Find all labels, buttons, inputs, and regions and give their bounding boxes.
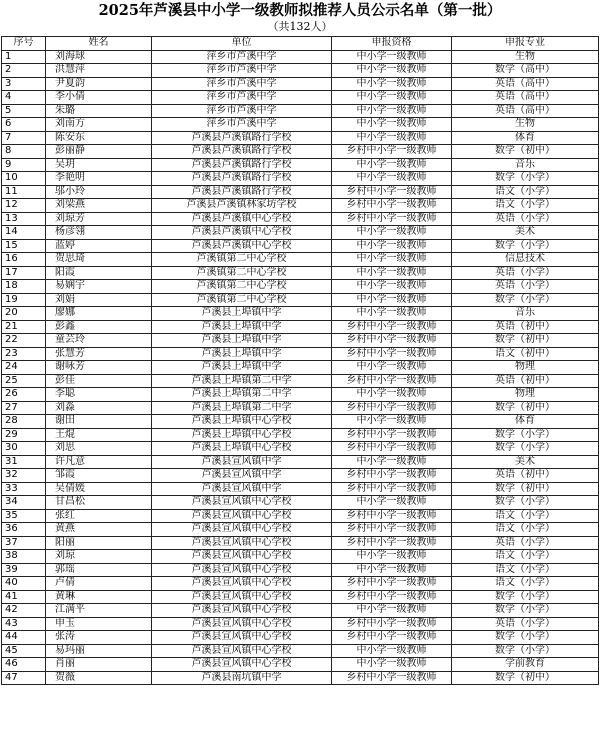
cell-unit: 芦溪县宣风镇中心学校 [152, 509, 332, 523]
document-subtitle: （共132人） [267, 20, 333, 33]
cell-name: 张涛 [46, 631, 152, 645]
cell-qualification: 乡村中小学一级教师 [332, 145, 452, 159]
cell-unit: 萍乡市芦溪中学 [152, 77, 332, 91]
cell-subject: 英语（高中） [452, 77, 599, 91]
cell-qualification: 中小学一级教师 [332, 455, 452, 469]
cell-serial: 45 [2, 644, 46, 658]
cell-unit: 芦溪县宣风镇中心学校 [152, 631, 332, 645]
cell-unit: 芦溪县芦溪镇路行学校 [152, 131, 332, 145]
cell-name: 王焜 [46, 428, 152, 442]
cell-subject: 语文（小学） [452, 563, 599, 577]
cell-qualification: 乡村中小学一级教师 [332, 590, 452, 604]
cell-unit: 芦溪县宣风镇中心学校 [152, 563, 332, 577]
cell-unit: 芦溪县上埠镇第二中学 [152, 374, 332, 388]
cell-subject: 数学（小学） [452, 172, 599, 186]
cell-qualification: 中小学一级教师 [332, 172, 452, 186]
cell-name: 申玉 [46, 617, 152, 631]
table-row [2, 631, 599, 645]
table-row [2, 428, 599, 442]
table-row [2, 64, 599, 78]
cell-unit: 芦溪县芦溪镇林家坊学校 [152, 199, 332, 213]
cell-name: 尹夏韵 [46, 77, 152, 91]
cell-subject: 物理 [452, 361, 599, 375]
cell-subject: 英语（高中） [452, 91, 599, 105]
cell-subject: 语文（小学） [452, 509, 599, 523]
cell-name: 李聪 [46, 388, 152, 402]
cell-unit: 芦溪县宣风镇中心学校 [152, 550, 332, 564]
cell-subject: 英语（高中） [452, 104, 599, 118]
cell-qualification: 中小学一级教师 [332, 239, 452, 253]
cell-subject: 英语（小学） [452, 617, 599, 631]
cell-unit: 芦溪县上埠镇第二中学 [152, 401, 332, 415]
candidate-table [1, 36, 599, 685]
cell-qualification: 乡村中小学一级教师 [332, 442, 452, 456]
cell-qualification: 乡村中小学一级教师 [332, 212, 452, 226]
cell-subject: 英语（初中） [452, 320, 599, 334]
cell-name: 彭佳 [46, 374, 152, 388]
table-row [2, 590, 599, 604]
cell-serial: 28 [2, 415, 46, 429]
cell-subject: 数学（小学） [452, 590, 599, 604]
cell-unit: 萍乡市芦溪中学 [152, 50, 332, 64]
cell-name: 易娴宇 [46, 280, 152, 294]
cell-serial: 24 [2, 361, 46, 375]
cell-subject: 数学（小学） [452, 644, 599, 658]
cell-name: 刘梁燕 [46, 199, 152, 213]
cell-subject: 语文（小学） [452, 523, 599, 537]
cell-serial: 15 [2, 239, 46, 253]
cell-name: 李小倩 [46, 91, 152, 105]
cell-qualification: 乡村中小学一级教师 [332, 401, 452, 415]
cell-qualification: 中小学一级教师 [332, 266, 452, 280]
table-row [2, 199, 599, 213]
cell-name: 刘淼 [46, 401, 152, 415]
cell-unit: 芦溪县上埠镇中学 [152, 320, 332, 334]
cell-name: 邬小玲 [46, 185, 152, 199]
table-row [2, 469, 599, 483]
table-row [2, 104, 599, 118]
cell-unit: 芦溪县宣风镇中心学校 [152, 536, 332, 550]
cell-serial: 44 [2, 631, 46, 645]
cell-name: 彭丽静 [46, 145, 152, 159]
cell-name: 阳丽 [46, 536, 152, 550]
table-row [2, 644, 599, 658]
cell-name: 吴玥 [46, 158, 152, 172]
cell-serial: 17 [2, 266, 46, 280]
cell-unit: 萍乡市芦溪中学 [152, 91, 332, 105]
cell-qualification: 中小学一级教师 [332, 77, 452, 91]
header-serial: 序号 [2, 37, 46, 51]
cell-unit: 芦溪县南坑镇中学 [152, 671, 332, 685]
cell-serial: 3 [2, 77, 46, 91]
cell-subject: 生物 [452, 50, 599, 64]
table-row [2, 280, 599, 294]
table-row [2, 347, 599, 361]
cell-unit: 芦溪镇第二中心学校 [152, 253, 332, 267]
cell-qualification: 中小学一级教师 [332, 644, 452, 658]
cell-name: 贺薇 [46, 671, 152, 685]
cell-serial: 37 [2, 536, 46, 550]
cell-serial: 42 [2, 604, 46, 618]
table-row [2, 550, 599, 564]
cell-unit: 芦溪县宣风镇中心学校 [152, 658, 332, 672]
cell-serial: 13 [2, 212, 46, 226]
cell-serial: 10 [2, 172, 46, 186]
table-row [2, 415, 599, 429]
table-row [2, 455, 599, 469]
cell-qualification: 中小学一级教师 [332, 253, 452, 267]
cell-name: 刘思 [46, 442, 152, 456]
cell-unit: 芦溪县上埠镇第二中学 [152, 388, 332, 402]
cell-qualification: 中小学一级教师 [332, 118, 452, 132]
cell-name: 邹霞 [46, 469, 152, 483]
cell-qualification: 乡村中小学一级教师 [332, 428, 452, 442]
cell-serial: 46 [2, 658, 46, 672]
header-unit: 单位 [152, 37, 332, 51]
cell-subject: 语文（小学） [452, 550, 599, 564]
cell-subject: 数学（初中） [452, 671, 599, 685]
table-row [2, 563, 599, 577]
cell-unit: 芦溪县宣风镇中心学校 [152, 617, 332, 631]
cell-qualification: 中小学一级教师 [332, 64, 452, 78]
table-row [2, 509, 599, 523]
cell-qualification: 中小学一级教师 [332, 604, 452, 618]
table-row [2, 388, 599, 402]
cell-name: 陈安东 [46, 131, 152, 145]
cell-unit: 芦溪县宣风镇中心学校 [152, 644, 332, 658]
cell-name: 刘娟 [46, 293, 152, 307]
cell-qualification: 中小学一级教师 [332, 226, 452, 240]
cell-qualification: 中小学一级教师 [332, 131, 452, 145]
cell-serial: 4 [2, 91, 46, 105]
cell-serial: 22 [2, 334, 46, 348]
table-row [2, 226, 599, 240]
cell-unit: 芦溪镇第二中心学校 [152, 266, 332, 280]
table-row [2, 334, 599, 348]
table-row [2, 496, 599, 510]
table-row [2, 523, 599, 537]
table-row [2, 77, 599, 91]
cell-serial: 19 [2, 293, 46, 307]
cell-subject: 体育 [452, 415, 599, 429]
cell-subject: 数学（小学） [452, 496, 599, 510]
header-subject: 申报专业 [452, 37, 599, 51]
cell-name: 甘昌松 [46, 496, 152, 510]
cell-serial: 5 [2, 104, 46, 118]
cell-name: 吴倩媛 [46, 482, 152, 496]
cell-subject: 物理 [452, 388, 599, 402]
cell-serial: 38 [2, 550, 46, 564]
table-row [2, 50, 599, 64]
cell-qualification: 中小学一级教师 [332, 496, 452, 510]
cell-name: 张慧芳 [46, 347, 152, 361]
cell-serial: 43 [2, 617, 46, 631]
table-row [2, 658, 599, 672]
cell-subject: 语文（小学） [452, 199, 599, 213]
table-row [2, 118, 599, 132]
cell-subject: 音乐 [452, 158, 599, 172]
table-row [2, 145, 599, 159]
table-row [2, 158, 599, 172]
cell-name: 刘琼芳 [46, 212, 152, 226]
cell-unit: 芦溪县宣风镇中心学校 [152, 577, 332, 591]
cell-qualification: 乡村中小学一级教师 [332, 617, 452, 631]
cell-unit: 芦溪县宣风镇中学 [152, 455, 332, 469]
cell-subject: 英语（小学） [452, 266, 599, 280]
cell-qualification: 乡村中小学一级教师 [332, 185, 452, 199]
cell-qualification: 乡村中小学一级教师 [332, 469, 452, 483]
table-row [2, 482, 599, 496]
cell-subject: 数学（小学） [452, 293, 599, 307]
cell-subject: 数学（初中） [452, 482, 599, 496]
cell-serial: 7 [2, 131, 46, 145]
cell-name: 黄琳 [46, 590, 152, 604]
cell-serial: 18 [2, 280, 46, 294]
cell-qualification: 乡村中小学一级教师 [332, 199, 452, 213]
cell-name: 肖丽 [46, 658, 152, 672]
cell-subject: 数学（小学） [452, 428, 599, 442]
cell-serial: 23 [2, 347, 46, 361]
cell-qualification: 乡村中小学一级教师 [332, 509, 452, 523]
cell-unit: 芦溪县上埠镇中学 [152, 347, 332, 361]
cell-name: 阳霞 [46, 266, 152, 280]
cell-unit: 芦溪县芦溪镇中心学校 [152, 226, 332, 240]
cell-unit: 芦溪县芦溪镇中心学校 [152, 239, 332, 253]
cell-subject: 学前教育 [452, 658, 599, 672]
cell-serial: 33 [2, 482, 46, 496]
table-row [2, 131, 599, 145]
cell-name: 洪慧萍 [46, 64, 152, 78]
cell-serial: 8 [2, 145, 46, 159]
cell-qualification: 中小学一级教师 [332, 280, 452, 294]
table-body [2, 50, 599, 685]
cell-qualification: 乡村中小学一级教师 [332, 320, 452, 334]
header-name: 姓名 [46, 37, 152, 51]
cell-serial: 9 [2, 158, 46, 172]
cell-qualification: 中小学一级教师 [332, 307, 452, 321]
cell-qualification: 中小学一级教师 [332, 361, 452, 375]
cell-subject: 体育 [452, 131, 599, 145]
cell-serial: 40 [2, 577, 46, 591]
cell-serial: 36 [2, 523, 46, 537]
cell-name: 谢咏芳 [46, 361, 152, 375]
cell-unit: 萍乡市芦溪中学 [152, 64, 332, 78]
cell-qualification: 乡村中小学一级教师 [332, 482, 452, 496]
cell-serial: 39 [2, 563, 46, 577]
cell-unit: 芦溪县宣风镇中心学校 [152, 590, 332, 604]
cell-name: 贺思琦 [46, 253, 152, 267]
table-row [2, 91, 599, 105]
cell-serial: 27 [2, 401, 46, 415]
cell-serial: 30 [2, 442, 46, 456]
cell-name: 杨彦翎 [46, 226, 152, 240]
cell-unit: 芦溪县上埠镇中心学校 [152, 428, 332, 442]
cell-serial: 29 [2, 428, 46, 442]
cell-serial: 16 [2, 253, 46, 267]
cell-serial: 11 [2, 185, 46, 199]
cell-unit: 芦溪县芦溪镇路行学校 [152, 172, 332, 186]
table-row [2, 212, 599, 226]
cell-qualification: 中小学一级教师 [332, 91, 452, 105]
cell-qualification: 乡村中小学一级教师 [332, 577, 452, 591]
cell-unit: 芦溪县宣风镇中心学校 [152, 604, 332, 618]
cell-qualification: 中小学一级教师 [332, 104, 452, 118]
cell-serial: 35 [2, 509, 46, 523]
cell-unit: 芦溪县芦溪镇路行学校 [152, 185, 332, 199]
cell-name: 彭鑫 [46, 320, 152, 334]
table-row [2, 374, 599, 388]
cell-name: 朱璐 [46, 104, 152, 118]
cell-subject: 美术 [452, 226, 599, 240]
cell-qualification: 乡村中小学一级教师 [332, 347, 452, 361]
cell-unit: 芦溪县宣风镇中心学校 [152, 496, 332, 510]
cell-name: 谢田 [46, 415, 152, 429]
cell-serial: 14 [2, 226, 46, 240]
cell-unit: 芦溪县上埠镇中学 [152, 307, 332, 321]
cell-subject: 数学（高中） [452, 64, 599, 78]
cell-unit: 芦溪县上埠镇中心学校 [152, 415, 332, 429]
header-qualification: 申报资格 [332, 37, 452, 51]
cell-qualification: 乡村中小学一级教师 [332, 523, 452, 537]
cell-qualification: 中小学一级教师 [332, 415, 452, 429]
cell-name: 蓝婷 [46, 239, 152, 253]
cell-serial: 25 [2, 374, 46, 388]
table-row [2, 361, 599, 375]
cell-name: 廖娜 [46, 307, 152, 321]
cell-subject: 数学（小学） [452, 442, 599, 456]
table-row [2, 671, 599, 685]
cell-serial: 21 [2, 320, 46, 334]
cell-unit: 芦溪县宣风镇中学 [152, 469, 332, 483]
cell-subject: 数学（初中） [452, 334, 599, 348]
cell-subject: 语文（初中） [452, 347, 599, 361]
cell-unit: 萍乡市芦溪中学 [152, 104, 332, 118]
cell-name: 刘琼 [46, 550, 152, 564]
cell-unit: 芦溪县芦溪镇路行学校 [152, 158, 332, 172]
cell-unit: 芦溪县宣风镇中心学校 [152, 523, 332, 537]
cell-serial: 26 [2, 388, 46, 402]
cell-subject: 信息技术 [452, 253, 599, 267]
table-row [2, 617, 599, 631]
cell-serial: 41 [2, 590, 46, 604]
table-row [2, 320, 599, 334]
cell-name: 许凡意 [46, 455, 152, 469]
cell-subject: 语文（小学） [452, 185, 599, 199]
cell-unit: 芦溪镇第二中心学校 [152, 293, 332, 307]
table-header-row [2, 37, 599, 51]
cell-unit: 芦溪县上埠镇中学 [152, 334, 332, 348]
cell-serial: 12 [2, 199, 46, 213]
cell-qualification: 乡村中小学一级教师 [332, 334, 452, 348]
table-row [2, 253, 599, 267]
table-row [2, 307, 599, 321]
cell-name: 刘南方 [46, 118, 152, 132]
cell-name: 刘海球 [46, 50, 152, 64]
cell-subject: 英语（小学） [452, 212, 599, 226]
cell-subject: 数学（小学） [452, 604, 599, 618]
cell-serial: 2 [2, 64, 46, 78]
cell-qualification: 乡村中小学一级教师 [332, 374, 452, 388]
cell-serial: 6 [2, 118, 46, 132]
cell-unit: 芦溪镇第二中心学校 [152, 280, 332, 294]
table-row [2, 401, 599, 415]
cell-qualification: 乡村中小学一级教师 [332, 631, 452, 645]
cell-qualification: 中小学一级教师 [332, 550, 452, 564]
cell-subject: 英语（小学） [452, 280, 599, 294]
cell-unit: 芦溪县芦溪镇中心学校 [152, 212, 332, 226]
cell-name: 童芸玲 [46, 334, 152, 348]
cell-unit: 萍乡市芦溪中学 [152, 118, 332, 132]
cell-qualification: 中小学一级教师 [332, 293, 452, 307]
cell-qualification: 中小学一级教师 [332, 50, 452, 64]
cell-name: 郭瑶 [46, 563, 152, 577]
cell-subject: 数学（小学） [452, 631, 599, 645]
cell-serial: 1 [2, 50, 46, 64]
cell-subject: 音乐 [452, 307, 599, 321]
cell-name: 李艳明 [46, 172, 152, 186]
cell-subject: 数学（小学） [452, 239, 599, 253]
cell-name: 江满平 [46, 604, 152, 618]
document-title: 2025年芦溪县中小学一级教师拟推荐人员公示名单（第一批） [98, 2, 502, 19]
cell-qualification: 中小学一级教师 [332, 158, 452, 172]
cell-qualification: 中小学一级教师 [332, 563, 452, 577]
cell-serial: 47 [2, 671, 46, 685]
cell-subject: 英语（初中） [452, 374, 599, 388]
cell-unit: 芦溪县宣风镇中学 [152, 482, 332, 496]
table-row [2, 442, 599, 456]
table-row [2, 293, 599, 307]
cell-serial: 34 [2, 496, 46, 510]
table-row [2, 266, 599, 280]
cell-name: 黄燕 [46, 523, 152, 537]
cell-subject: 美术 [452, 455, 599, 469]
cell-unit: 芦溪县上埠镇中学 [152, 361, 332, 375]
cell-qualification: 中小学一级教师 [332, 388, 452, 402]
table-row [2, 172, 599, 186]
cell-subject: 英语（初中） [452, 469, 599, 483]
cell-serial: 31 [2, 455, 46, 469]
cell-name: 易玛丽 [46, 644, 152, 658]
table-row [2, 577, 599, 591]
table-row [2, 185, 599, 199]
table-row [2, 604, 599, 618]
table-row [2, 239, 599, 253]
cell-subject: 生物 [452, 118, 599, 132]
cell-qualification: 乡村中小学一级教师 [332, 671, 452, 685]
cell-name: 张红 [46, 509, 152, 523]
cell-subject: 英语（小学） [452, 536, 599, 550]
cell-subject: 数学（初中） [452, 401, 599, 415]
cell-serial: 20 [2, 307, 46, 321]
cell-qualification: 中小学一级教师 [332, 658, 452, 672]
cell-serial: 32 [2, 469, 46, 483]
cell-subject: 语文（小学） [452, 577, 599, 591]
cell-unit: 芦溪县芦溪镇路行学校 [152, 145, 332, 159]
cell-unit: 芦溪县上埠镇中心学校 [152, 442, 332, 456]
cell-name: 卢倩 [46, 577, 152, 591]
cell-qualification: 乡村中小学一级教师 [332, 536, 452, 550]
table-row [2, 536, 599, 550]
cell-subject: 数学（初中） [452, 145, 599, 159]
